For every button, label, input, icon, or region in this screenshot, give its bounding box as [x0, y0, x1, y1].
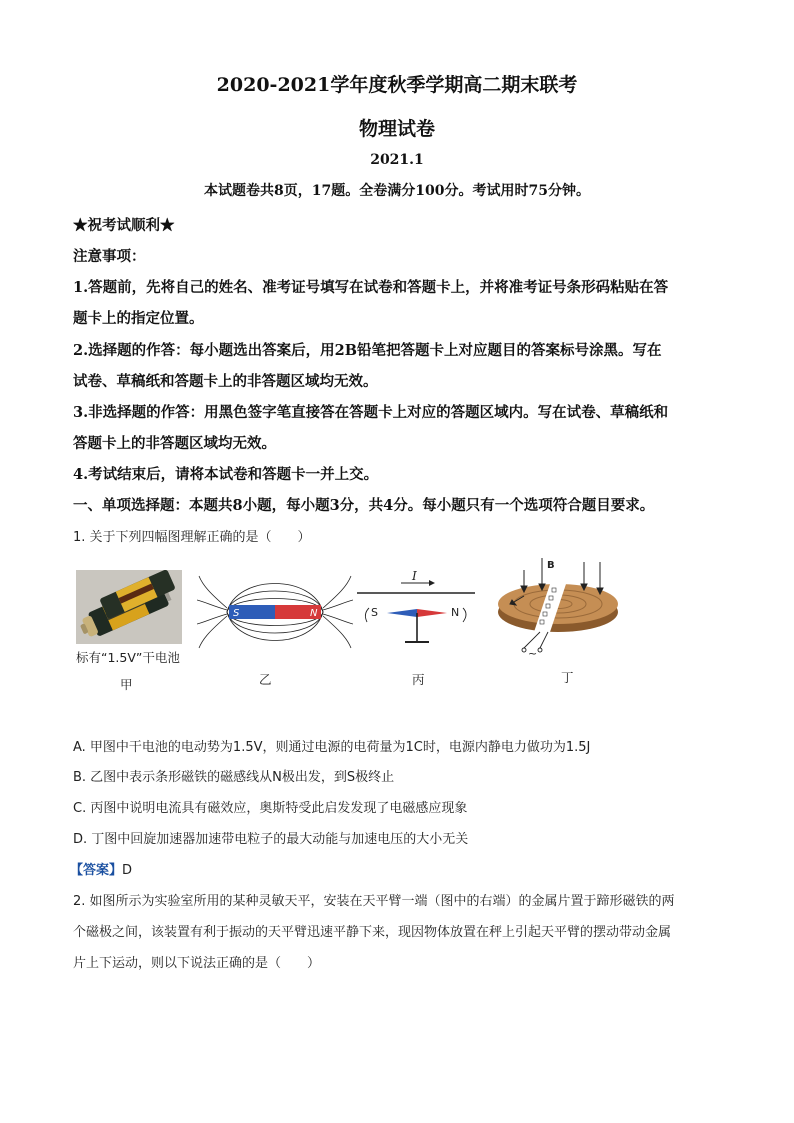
- bar-magnet-figure: [197, 572, 353, 652]
- oersted-figure: [357, 566, 477, 656]
- wish-line: ★祝考试顺利★: [73, 217, 175, 234]
- q1-option-d: D. 丁图中回旋加速器加速带电粒子的最大动能与加速电压的大小无关: [73, 832, 469, 847]
- q1-option-a: A. 甲图中干电池的电动势为1.5V，则通过电源的电荷量为1C时，电源内静电力做功为1.5J: [73, 740, 591, 755]
- note-1b: 题卡上的指定位置。: [73, 310, 204, 327]
- needle-n-label: N: [451, 606, 460, 619]
- exam-title: 2020-2021学年度秋季学期高二期末联考: [216, 74, 578, 96]
- answer-value: D: [122, 863, 133, 878]
- magnet-n-label: N: [310, 608, 318, 619]
- answer-tag: 【答案】: [70, 863, 123, 878]
- q1-stem: 1. 关于下列四幅图理解正确的是（ ）: [73, 530, 311, 545]
- fig-jia-label: 标有“1.5V”干电池: [76, 650, 180, 665]
- ac-symbol: ~: [528, 647, 538, 660]
- exam-info: 本试题卷共8页，17题。全卷满分100分。考试用时75分钟。: [204, 183, 590, 199]
- field-b-label: B: [547, 560, 555, 571]
- note-2a: 2.选择题的作答：每小题选出答案后，用2B铅笔把答题卡上对应题目的答案标号涂黑。写在: [73, 342, 662, 359]
- fig-bing-caption: 丙: [412, 672, 425, 687]
- q1-option-c: C. 丙图中说明电流具有磁效应，奥斯特受此启发发现了电磁感应现象: [73, 801, 468, 816]
- q1-option-b: B. 乙图中表示条形磁铁的磁感线从N极出发，到S极终止: [73, 770, 395, 785]
- note-4: 4.考试结束后，请将本试卷和答题卡一并上交。: [73, 466, 379, 483]
- note-3b: 答题卡上的非答题区域均无效。: [73, 435, 276, 452]
- fig-yi-caption: 乙: [259, 672, 272, 687]
- magnet-s-label: S: [233, 608, 240, 619]
- fig-jia-caption: 甲: [120, 677, 133, 692]
- section-heading: 一、单项选择题：本题共8小题，每小题3分，共4分。每小题只有一个选项符合题目要求。: [73, 497, 655, 514]
- cyclotron-figure: [494, 556, 628, 662]
- note-1a: 1.答题前，先将自己的姓名、准考证号填写在试卷和答题卡上，并将准考证号条形码粘贴在答: [73, 279, 669, 296]
- q2-line-3: 片上下运动，则以下说法正确的是（ ）: [73, 956, 321, 971]
- note-3a: 3.非选择题的作答：用黑色签字笔直接答在答题卡上对应的答题区域内。写在试卷、草稿纸和: [73, 404, 669, 421]
- fig-ding-caption: 丁: [561, 670, 574, 685]
- exam-date: 2021.1: [370, 152, 424, 168]
- q1-answer: [70, 859, 132, 878]
- notes-heading: 注意事项：: [73, 248, 146, 265]
- current-i-label: I: [412, 569, 417, 583]
- q2-line-1: 2. 如图所示为实验室所用的某种灵敏天平，安装在天平臂一端（图中的右端）的金属片置于蹄形磁铁的两: [73, 894, 675, 909]
- note-2b: 试卷、草稿纸和答题卡上的非答题区域均无效。: [73, 373, 378, 390]
- battery-figure: [76, 570, 182, 644]
- needle-s-label: S: [371, 606, 378, 619]
- q2-line-2: 个磁极之间，该装置有利于振动的天平臂迅速平静下来，现因物体放置在秤上引起天平臂的摆动带动金属: [73, 925, 672, 940]
- exam-subject: 物理试卷: [358, 118, 435, 140]
